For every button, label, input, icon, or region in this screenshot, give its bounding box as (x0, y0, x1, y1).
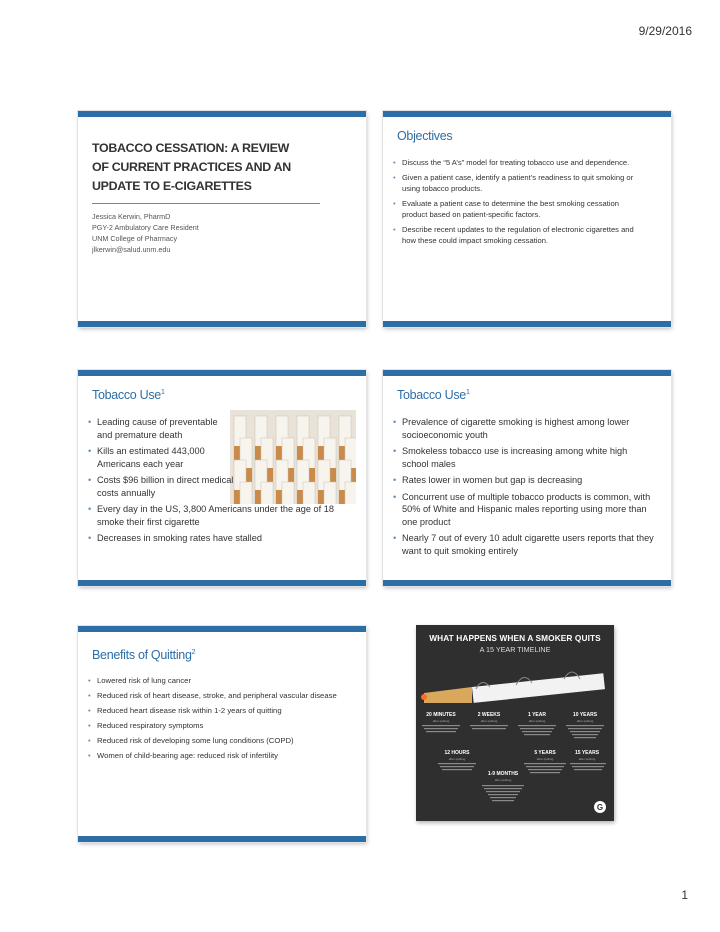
list-item: • Concurrent use of multiple tobacco products is common, with 50% of White and Hispanic males reporting using more than one product (393, 491, 655, 529)
author-block (92, 211, 199, 255)
header-date: 9/29/2016 (638, 24, 692, 38)
slide-objectives (383, 111, 671, 327)
tobacco-trends-list (393, 416, 655, 561)
objectives-list (393, 157, 643, 250)
timeline-sublabel: after quitting (578, 757, 596, 761)
list-item: • Women of child-bearing age: reduced risk of infertility (88, 750, 350, 762)
timeline-sublabel: after quitting (576, 719, 594, 723)
citation-marker: 1 (465, 388, 470, 396)
list-item-text: Costs $96 billion in direct medical costs annually (97, 475, 234, 498)
timeline-label: 10 YEARS (572, 712, 598, 718)
author-line: PGY-2 Ambulatory Care Resident (92, 223, 199, 232)
slide-heading (397, 388, 470, 402)
list-item-text: Kills an estimated 443,000 Americans each year (97, 446, 205, 469)
timeline-label: 1 YEAR (528, 712, 546, 718)
tobacco-facts-list (88, 416, 350, 549)
slide-heading: Objectives (397, 129, 453, 143)
title-line: UPDATE TO E-CIGARETTES (92, 179, 252, 193)
presentation-title (92, 139, 322, 196)
list-item (88, 503, 350, 528)
title-divider (92, 203, 320, 204)
citation-marker: 1 (160, 388, 165, 396)
list-item: • Describe recent updates to the regulation of electronic cigarettes and how these could impact smoking cessation. (393, 224, 643, 246)
author-email: jlkerwin@salud.unm.edu (92, 245, 171, 254)
infographic-title: WHAT HAPPENS WHEN A SMOKER QUITS (429, 633, 601, 643)
slide-band-top (383, 370, 671, 376)
benefits-list (88, 675, 350, 765)
list-item-text: Decreases in smoking rates have stalled (97, 533, 262, 543)
slide-band-top (78, 626, 366, 632)
list-item (88, 416, 229, 441)
author-line: Jessica Kerwin, PharmD (92, 212, 171, 221)
heading-text: Benefits of Quitting (92, 648, 192, 662)
list-item: • Reduced heart disease risk within 1-2 years of quitting (88, 705, 350, 717)
slide-band-bottom (78, 321, 366, 327)
list-item: • Rates lower in women but gap is decreasing (393, 474, 655, 487)
list-item: • Evaluate a patient case to determine the best smoking cessation product based on patient-specific factors. (393, 198, 643, 220)
slide-band-top (383, 111, 671, 117)
list-item-text: Every day in the US, 3,800 Americans under the age of 18 smoke their first cigarette (97, 504, 334, 527)
slide-tobacco-use-b (383, 370, 671, 586)
slide-band-bottom (78, 580, 366, 586)
svg-text:G: G (596, 803, 604, 812)
quit-timeline-infographic (416, 625, 614, 821)
list-item: • Discuss the “5 A’s” model for treating tobacco use and dependence. (393, 157, 643, 168)
timeline-sublabel: after quitting (448, 757, 466, 761)
timeline-sublabel: after quitting (536, 757, 554, 761)
list-item: • Given a patient case, identify a patient’s readiness to quit smoking or using tobacco products. (393, 172, 643, 194)
list-item (88, 445, 229, 470)
timeline-label: 20 MINUTES (426, 712, 456, 718)
slide-band-bottom (78, 836, 366, 842)
list-item: • Prevalence of cigarette smoking is highest among lower socioeconomic youth (393, 416, 655, 441)
slide-band-bottom (383, 321, 671, 327)
timeline-sublabel: after quitting (432, 719, 450, 723)
timeline-label: 12 HOURS (444, 750, 470, 756)
timeline-label: 5 YEARS (534, 750, 556, 756)
list-item (88, 474, 237, 499)
list-item: • Nearly 7 out of every 10 adult cigarette users reports that they want to quit smoking entirely (393, 532, 655, 557)
slide-benefits (78, 626, 366, 842)
author-line: UNM College of Pharmacy (92, 234, 178, 243)
timeline-label: 2 WEEKS (477, 712, 501, 718)
slide-title (78, 111, 366, 327)
timeline-sublabel: after quitting (480, 719, 498, 723)
list-item: • Lowered risk of lung cancer (88, 675, 350, 687)
slide-band-bottom (383, 580, 671, 586)
list-item-text: Leading cause of preventable and premature death (97, 417, 218, 440)
slide-band-top (78, 111, 366, 117)
infographic-text-blocks (416, 625, 614, 821)
list-item: • Reduced respiratory symptoms (88, 720, 350, 732)
slide-heading (92, 648, 195, 662)
timeline-label: 1-9 MONTHS (487, 771, 519, 777)
list-item: • Reduced risk of developing some lung conditions (COPD) (88, 735, 350, 747)
list-item (88, 532, 350, 545)
heading-text: Tobacco Use (397, 388, 466, 402)
slide-band-top (78, 370, 366, 376)
title-line: TOBACCO CESSATION: A REVIEW (92, 141, 290, 155)
timeline-sublabel: after quitting (494, 778, 512, 782)
infographic-subtitle: A 15 YEAR TIMELINE (479, 645, 551, 654)
citation-marker: 2 (191, 648, 196, 656)
page-number: 1 (681, 888, 688, 902)
title-line: OF CURRENT PRACTICES AND AN (92, 160, 291, 174)
timeline-sublabel: after quitting (528, 719, 546, 723)
list-item: • Reduced risk of heart disease, stroke, and peripheral vascular disease (88, 690, 350, 702)
slide-tobacco-use-a (78, 370, 366, 586)
slide-heading (92, 388, 165, 402)
timeline-label: 15 YEARS (574, 750, 600, 756)
list-item: • Smokeless tobacco use is increasing among white high school males (393, 445, 655, 470)
heading-text: Tobacco Use (92, 388, 161, 402)
